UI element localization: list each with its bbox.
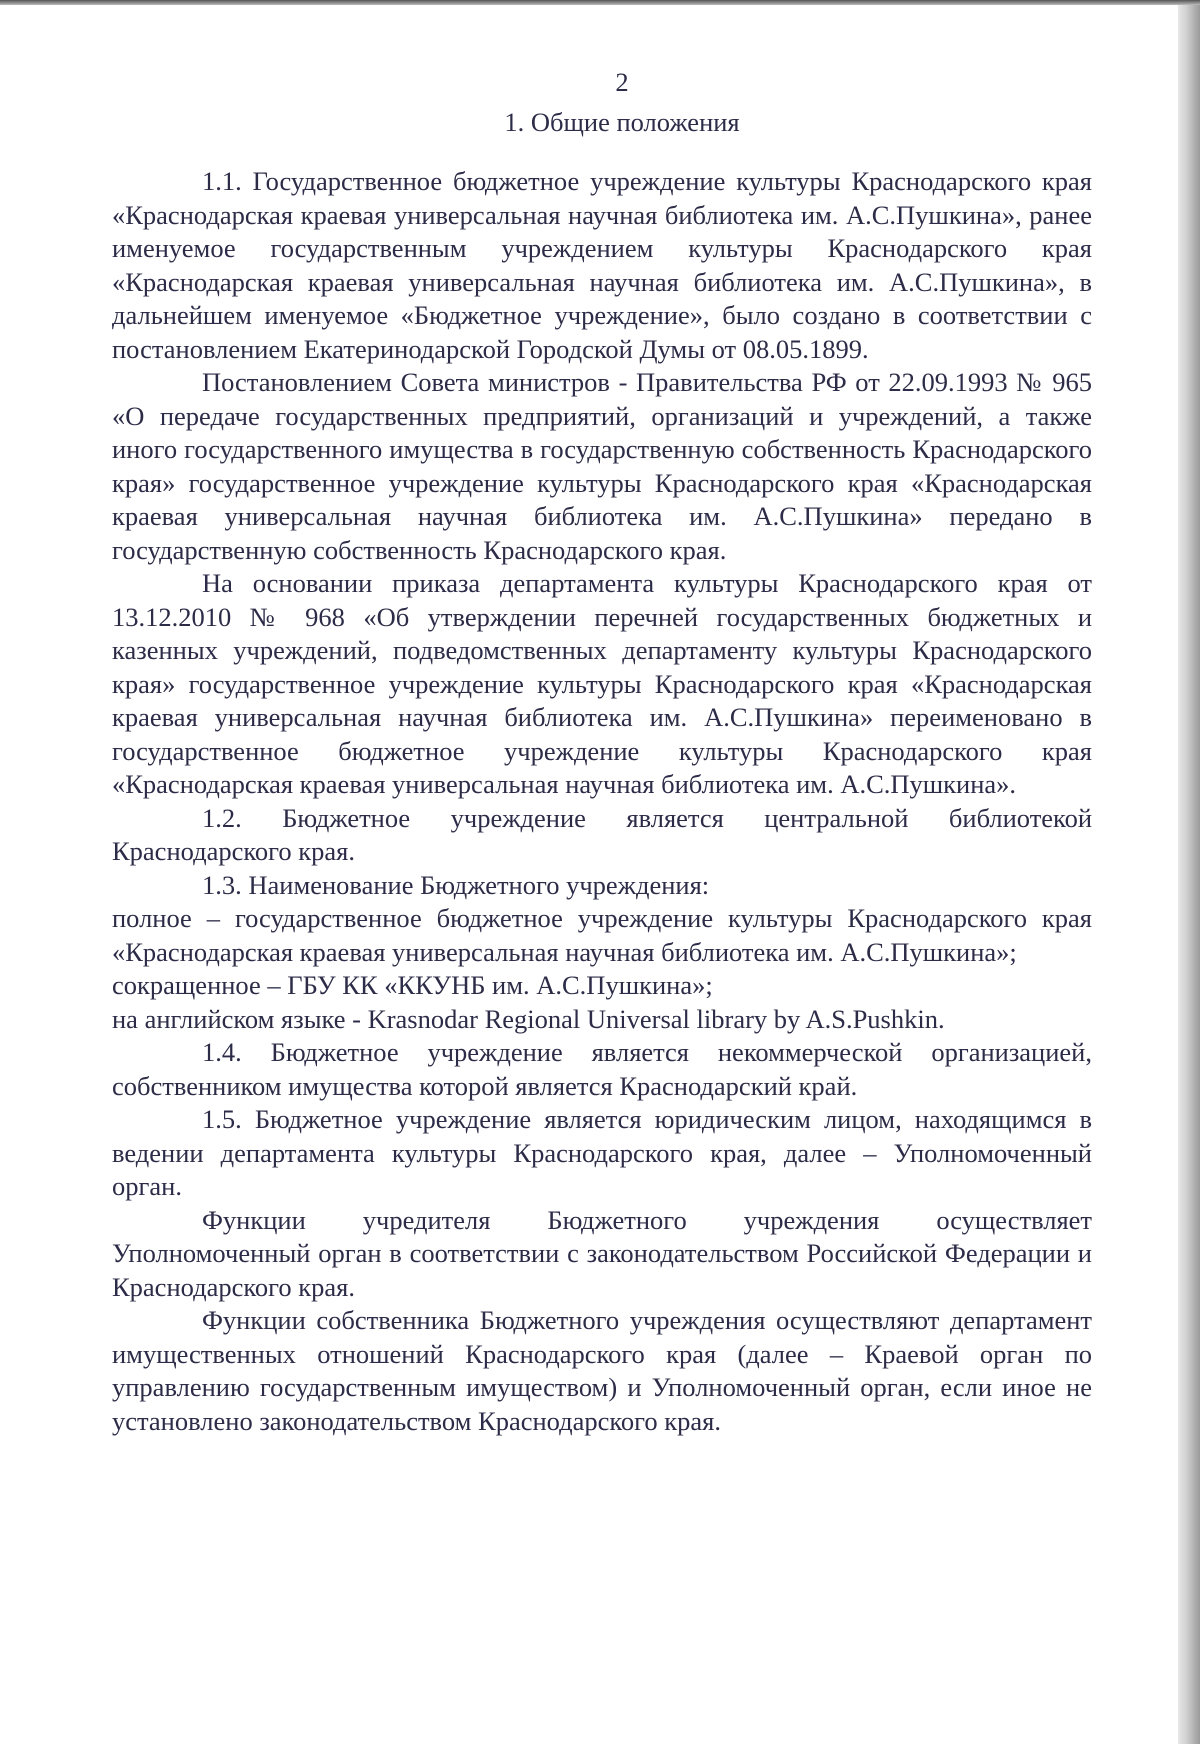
scan-edge-right: [1178, 0, 1200, 1744]
page-number: 2: [615, 67, 629, 97]
paragraph-founder-functions: Функции учредителя Бюджетного учреждения осуществляет Уполномоченный орган в соответствии с законодательством Российской Федерации и Краснодарского края.: [112, 1204, 1092, 1302]
scan-edge-top: [0, 0, 1200, 5]
paragraph-1-4: 1.4. Бюджетное учреждение является некоммерческой организацией, собственником имущества которой является Краснодарский край.: [112, 1037, 1092, 1101]
paragraph-1-3: 1.3. Наименование Бюджетного учреждения:: [202, 869, 710, 900]
name-short: сокращенное – ГБУ КК «ККУНБ им. А.С.Пушкина»;: [112, 970, 713, 1000]
paragraph-order-2010: На основании приказа департамента культуры Краснодарского края от 13.12.2010 № 968 «Об утверждении перечней государственных бюджетных и казенных учреждений, подведомственных департаменту культуры Краснодарского края» государственное учреждение культуры Краснодарского края «Краснодарская краевая универсальная научная библиотека им. А.С.Пушкина» переименовано в государственное бюджетное учреждение культуры Краснодарского края «Краснодарская краевая универсальная научная библиотека им. А.С.Пушкина».: [112, 568, 1092, 799]
section-title: 1. Общие положения: [504, 106, 740, 137]
paragraph-1-2: 1.2. Бюджетное учреждение является центральной библиотекой Краснодарского края.: [112, 802, 1092, 866]
paragraph-1-5: 1.5. Бюджетное учреждение является юридическим лицом, находящимся в ведении департамента культуры Краснодарского края, далее – Уполномоченный орган.: [112, 1104, 1092, 1201]
paragraph-1-1: 1.1. Государственное бюджетное учреждение культуры Краснодарского края «Краснодарская краевая универсальная научная библиотека им. А.С.Пушкина», ранее именуемое государственным учреждением культуры Краснодарского края «Краснодарская краевая универсальная научная библиотека им. А.С.Пушкина», в дальнейшем именуемое «Бюджетное учреждение», было создано в соответствии с постановлением Екатеринодарской Городской Думы от 08.05.1899.: [112, 166, 1092, 364]
document-body: [112, 66, 1092, 1438]
paragraph-owner-functions: Функции собственника Бюджетного учреждения осуществляют департамент имущественных отношений Краснодарского края (далее – Краевой орган по управлению государственным имуществом) и Уполномоченный орган, если иное не установлено законодательством Краснодарского края.: [112, 1305, 1092, 1436]
name-full: полное – государственное бюджетное учреждение культуры Краснодарского края «Краснодарская краевая универсальная научная библиотека им. А.С.Пушкина»;: [112, 903, 1092, 967]
paragraph-resolution-1993: Постановлением Совета министров - Правительства РФ от 22.09.1993 № 965 «О передаче государственных предприятий, организаций и учреждений, а также иного государственного имущества в государственную собственность Краснодарского края» государственное учреждение культуры Краснодарского края «Краснодарская краевая универсальная научная библиотека им. А.С.Пушкина» передано в государственную собственность Краснодарского края.: [112, 367, 1092, 565]
name-english: на английском языке - Krasnodar Regional Universal library by A.S.Pushkin.: [112, 1003, 945, 1034]
